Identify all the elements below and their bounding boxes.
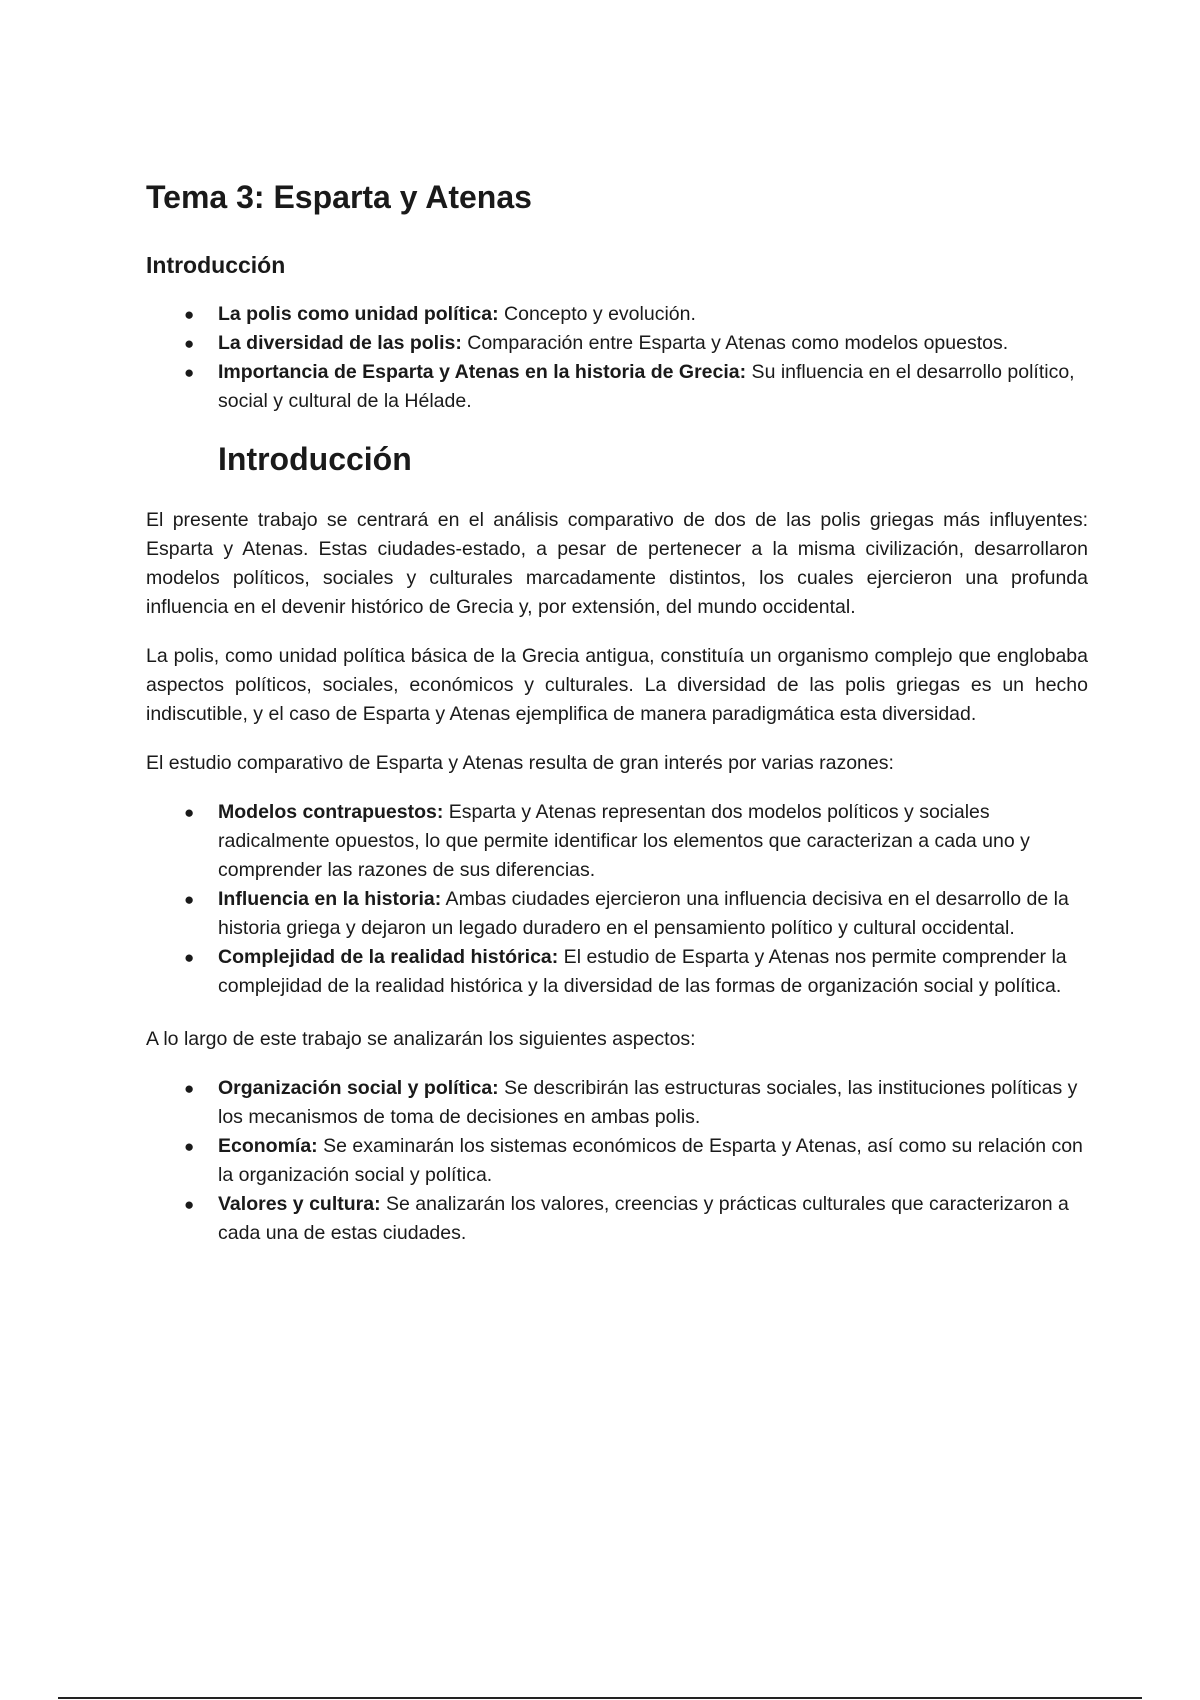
list-item-term: La diversidad de las polis:: [218, 331, 462, 354]
list-item: [184, 300, 1088, 329]
list-item-text: Se analizarán los valores, creencias y prácticas culturales que caracterizaron a cada una de estas ciudades.: [218, 1193, 1069, 1245]
list-item-term: Influencia en la historia:: [218, 888, 442, 911]
list-item-text: Se examinarán los sistemas económicos de Esparta y Atenas, así como su relación con la organización social y política.: [218, 1135, 1083, 1187]
list-item: [184, 943, 1088, 1001]
paragraph: El presente trabajo se centrará en el análisis comparativo de dos de las polis griegas más influyentes: Esparta y Atenas. Estas ciudades-estado, a pesar de pertenecer a la misma civilización, desarrollaron modelos políticos, sociales y culturales marcadamente distintos, los cuales ejercieron una profunda influencia en el devenir histórico de Grecia y, por extensión, del mundo occidental.: [146, 509, 1088, 619]
list-item: [184, 358, 1088, 416]
list-item-term: Complejidad de la realidad histórica:: [218, 946, 559, 969]
bullet-icon: ●: [184, 890, 195, 910]
document-title: Tema 3: Esparta y Atenas: [146, 179, 532, 215]
list-item: [184, 798, 1088, 885]
aspects-list: [146, 1074, 1088, 1248]
bullet-icon: ●: [184, 1137, 195, 1157]
paragraph: La polis, como unidad política básica de la Grecia antigua, constituía un organismo complejo que englobaba aspectos políticos, sociales, económicos y culturales. La diversidad de las polis griegas es un hecho indiscutible, y el caso de Esparta y Atenas ejemplifica de manera paradigmática esta diversidad.: [146, 645, 1088, 726]
list-item-text: Concepto y evolución.: [498, 302, 696, 325]
footer-divider: [58, 1697, 1142, 1699]
list-item-term: Organización social y política:: [218, 1077, 499, 1100]
list-item-text: Ambas ciudades ejercieron una influencia decisiva en el desarrollo de la historia griega y dejaron un legado duradero en el pensamiento político y cultural occidental.: [218, 888, 1069, 940]
bullet-icon: ●: [184, 304, 195, 324]
aspects-intro: A lo largo de este trabajo se analizarán los siguientes aspectos:: [146, 1028, 696, 1051]
list-item: [184, 885, 1088, 943]
outline-subtitle: Introducción: [146, 252, 286, 279]
list-item-text: Su influencia en el desarrollo político, social y cultural de la Hélade.: [218, 360, 1075, 412]
list-item: [184, 1132, 1088, 1190]
list-item-term: La polis como unidad política:: [218, 302, 499, 325]
bullet-icon: ●: [184, 1079, 195, 1099]
list-item-text: Comparación entre Esparta y Atenas como modelos opuestos.: [461, 331, 1009, 354]
document-page: [146, 178, 1088, 1272]
list-item: [184, 1190, 1088, 1248]
reasons-list: [146, 798, 1088, 1001]
list-item: [184, 1074, 1088, 1132]
bullet-icon: ●: [184, 1195, 195, 1215]
list-item-text: Esparta y Atenas representan dos modelos políticos y sociales radicalmente opuestos, lo que permite identificar los elementos que caracterizan a cada uno y comprender las razones de sus diferencias.: [218, 801, 1030, 882]
list-item-term: Valores y cultura:: [218, 1193, 381, 1216]
list-item-term: Modelos contrapuestos:: [218, 801, 444, 824]
bullet-icon: ●: [184, 362, 195, 382]
list-item-text: Se describirán las estructuras sociales, las instituciones políticas y los mecanismos de toma de decisiones en ambas polis.: [218, 1077, 1078, 1129]
bullet-icon: ●: [184, 333, 195, 353]
section-heading: Introducción: [218, 440, 412, 477]
list-item-term: Economía:: [218, 1135, 318, 1158]
bullet-icon: ●: [184, 948, 195, 968]
outline-list: [146, 300, 1088, 416]
list-item-text: El estudio de Esparta y Atenas nos permite comprender la complejidad de la realidad histórica y la diversidad de las formas de organización social y política.: [218, 946, 1067, 998]
reasons-intro: El estudio comparativo de Esparta y Atenas resulta de gran interés por varias razones:: [146, 752, 894, 775]
list-item: [184, 329, 1088, 358]
list-item-term: Importancia de Esparta y Atenas en la historia de Grecia:: [218, 360, 747, 383]
bullet-icon: ●: [184, 803, 195, 823]
